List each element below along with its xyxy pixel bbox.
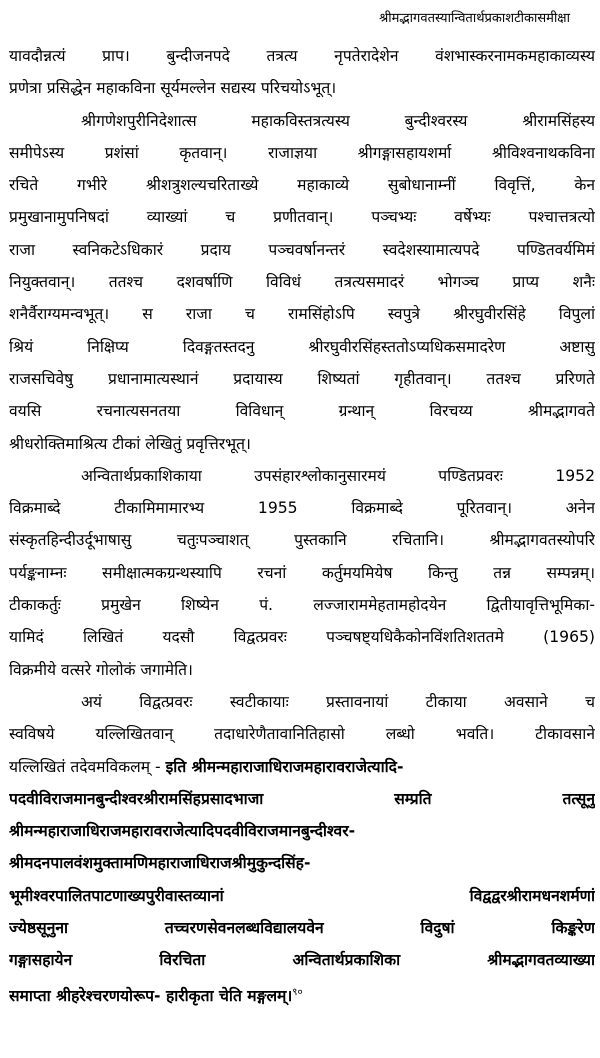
text-line: वयसि रचनात्यसनतया विविधान् ग्रन्थान् विरचय्य श्रीमद्भागवते: [9, 402, 595, 421]
text-line: टीकाकर्तुः प्रमुखेन शिष्येन पं. लज्जाराममेहतामहोदयेन द्वितीयावृत्तिभूमिका-: [9, 596, 595, 615]
text-line: समीपेऽस्य प्रशंसां कृतवान्। राजाज्ञया श्रीगङ्गासहायशर्मा श्रीविश्वनाथकविना: [9, 143, 595, 162]
text-line: श्रियं निक्षिप्य दिवङ्गतस्तदनु श्रीरघुवीरसिंहस्ततोऽप्यधिकसमादरेण अष्टासु: [9, 337, 595, 356]
colophon-text: इति श्रीमन्महाराजाधिराजमहारावराजेत्यादि-: [165, 757, 404, 776]
body-text: [9, 40, 595, 1009]
text-line: संस्कृतहिन्दीउर्दूभाषासु चतुःपञ्चाशत् पुस्तकानि रचितानि। श्रीमद्भागवतस्योपरि: [9, 531, 595, 550]
text-line: नियुक्तवान्। ततश्च दशवर्षाणि विविधं तत्रत्यसमादरं भोगञ्च प्राप्य शनैः: [9, 273, 595, 292]
colophon-line: श्रीमदनपालवंशमुक्तामणिमहाराजाधिराजश्रीमुकुन्दसिंह-: [9, 854, 311, 873]
text-line: श्रीधरोक्तिमाश्रित्य टीकां लेखितुं प्रवृत्तिरभूत्।: [9, 434, 251, 453]
text-line: श्रीगणेशपुरीनिदेशात्स महाकविस्तत्रत्यस्य बुन्दीश्वरस्य श्रीरामसिंहस्य: [81, 111, 595, 130]
text-line: राजसचिवेषु प्रधानामात्यस्थानं प्रदायास्य शिष्यतां गृहीतवान्। ततश्च प्ररिणते: [9, 369, 595, 388]
colophon-line: ज्येष्ठसूनुना तच्चरणसेवनलब्धविद्यालयवेन विदुषां किङ्करेण: [9, 919, 595, 938]
text-line: राजा स्वनिकटेऽधिकारं प्रदाय पञ्चवर्षानन्तरं स्वदेशस्यामात्यपदे पण्डितवर्यमिमं: [9, 240, 595, 259]
text-line: विक्रमीये वत्सरे गोलोकं जगामेति।: [9, 660, 193, 679]
colophon-text: समाप्ता श्रीहरेश्चरणयोरूप- हारीकृता चेति मङ्गलम्।: [9, 986, 293, 1005]
colophon-line: भूमीश्वरपालितपाटणाख्यपुरीवास्तव्यानां विद्वद्वरश्रीरामधनशर्मणां: [9, 886, 595, 905]
text-line: प्रणेत्रा प्रसिद्धेन महाकविना सूर्यमल्लेन सद्यस्य परिचयोऽभूत्।: [9, 79, 337, 98]
colophon-first-line: [9, 751, 595, 783]
text-line: स्वविषये यल्लिखितवान् तदाधारेणैतावानितिहासो लब्धो भवति। टीकावसाने: [9, 725, 595, 744]
running-header: श्रीमद्भागवतस्यान्वितार्थप्रकाशटीकासमीक्षा: [379, 11, 570, 26]
text-line: पर्यङ्कनाम्नः समीक्षात्मकग्रन्थस्यापि रचनां कर्तुमयमियेष किन्तु तन्न सम्पन्नम्।: [9, 563, 595, 582]
text-line: शनैर्वैराग्यमन्वभूत्। स राजा च रामसिंहोऽपि स्वपुत्रे श्रीरघुवीरसिंहे विपुलां: [9, 305, 595, 324]
colophon-line: गङ्गासहायेन विरचिता अन्वितार्थप्रकाशिका श्रीमद्भागवतव्याख्या: [9, 951, 595, 970]
colophon-last-line: [9, 977, 595, 1009]
text-line: प्रमुखानामुपनिषदां व्याख्यां च प्रणीतवान्। पञ्चभ्यः वर्षेभ्यः पश्चात्तत्रत्यो: [9, 208, 595, 227]
colophon-intro: यल्लिखितं तदेवमविकलम् -: [9, 757, 161, 776]
text-line: यावदौन्नत्यं प्राप। बुन्दीजनपदे तत्रत्य नृपतेरादेशेन वंशभास्करनामकमहाकाव्यस्य: [9, 47, 595, 65]
text-line: अन्वितार्थप्रकाशिकाया उपसंहारश्लोकानुसारमयं पण्डितप्रवरः 1952: [81, 466, 595, 485]
colophon-line: पदवीविराजमानबुन्दीश्वरश्रीरामसिंहप्रसादभाजा सम्प्रति तत्सूनु: [9, 789, 595, 808]
colophon-line: श्रीमन्महाराजाधिराजमहारावराजेत्यादिपदवीविराजमानबुन्दीश्वर-: [9, 822, 356, 841]
footnote-marker: ९०: [292, 986, 303, 998]
text-line: विक्रमाब्दे टीकामिमामारभ्य 1955 विक्रमाब्दे पूरितवान्। अनेन: [9, 499, 595, 518]
text-line: रचिते गभीरे श्रीशत्रुशल्यचरिताख्ये महाकाव्ये सुबोधानाम्नीं विवृत्तिं, केन: [9, 176, 595, 195]
text-line: अयं विद्वत्प्रवरः स्वटीकायाः प्रस्तावनायां टीकाया अवसाने च: [81, 692, 595, 711]
text-line: यामिदं लिखितं यदसौ विद्वत्प्रवरः पञ्चषष्ट्यधिकैकोनविंशतिशततमे (1965): [9, 628, 595, 647]
